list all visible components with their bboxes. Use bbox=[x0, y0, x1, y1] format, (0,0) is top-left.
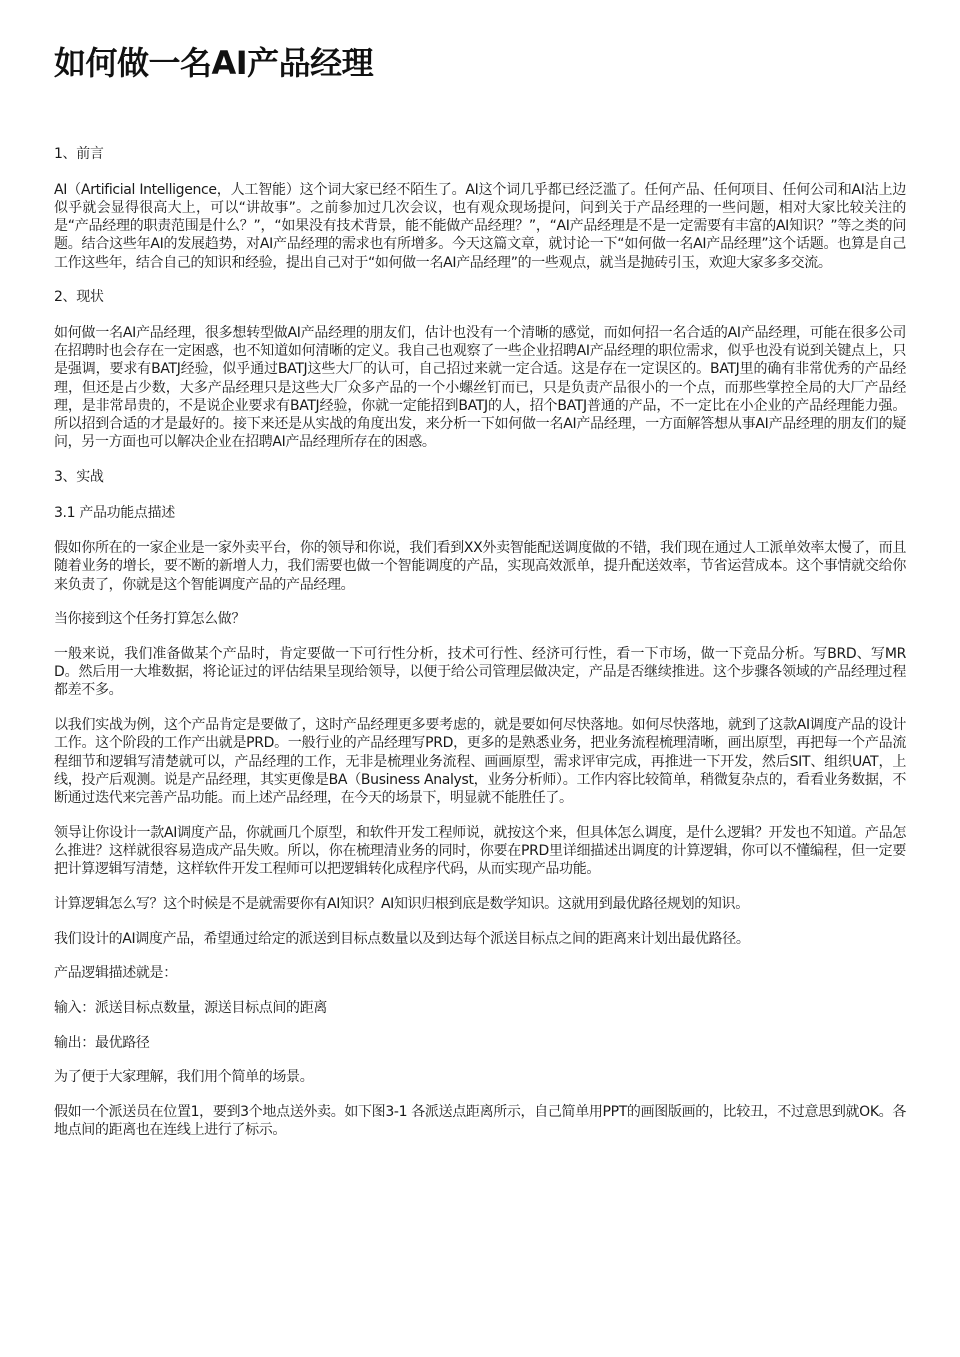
page-title: 如何做一名AI产品经理 bbox=[54, 44, 374, 82]
paragraph: 假如一个派送员在位置1，要到3个地点送外卖。如下图3-1 各派送点距离所示，自己简单用PPT的画图版画的，比较丑，不过意思到就OK。各地点间的距离也在连线上进行了标示。 bbox=[54, 1104, 906, 1139]
paragraph: 如何做一名AI产品经理，很多想转型做AI产品经理的朋友们，估计也没有一个清晰的感觉，而如何招一名合适的AI产品经理，可能在很多公司在招聘时也会存在一定困惑，也不知道如何清晰的定义。我自己也观察了一些企业招聘AI产品经理的职位需求，似乎也没有说到关键点上，只是强调，要求有BATJ经验，似乎通过BATJ这些大厂的认可，自己招过来就一定合适。这是存在一定误区的。BATJ里的确有非常优秀的产品经理，但还是占少数，大多产品经理只是这些大厂众多产品的一个小螺丝钉而已，只是负责产品很小的一个点，而那些掌控全局的大厂产品经理，是非常昂贵的，不是说企业要求有BATJ经验，你就一定能招到BATJ的人，招个BATJ普通的产品，不一定比在小企业的产品经理能力强。所以招到合适的才是最好的。接下来还是从实战的角度出发，来分析一下如何做一名AI产品经理，一方面解答想从事AI产品经理的朋友们的疑问，另一方面也可以解决企业在招聘AI产品经理所存在的困惑。 bbox=[54, 324, 906, 451]
section-heading-status: 2、现状 bbox=[54, 289, 104, 306]
section-heading-practice: 3、实战 bbox=[54, 468, 104, 485]
paragraph: 领导让你设计一款AI调度产品，你就画几个原型，和软件开发工程师说，就按这个来，但具体怎么调度，是什么逻辑？开发也不知道。产品怎么推进？这样就很容易造成产品失败。所以，你在梳理清业务的同时，你要在PRD里详细描述出调度的计算逻辑，你可以不懂编程，但一定要把计算逻辑写清楚，这样软件开发工程师可以把逻辑转化成程序代码，从而实现产品功能。 bbox=[54, 824, 906, 878]
paragraph: AI（Artificial Intelligence，人工智能）这个词大家已经不陌生了。AI这个词几乎都已经泛滥了。任何产品、任何项目、任何公司和AI沾上边似乎就会显得很高大上，可以“讲故事”。之前参加过几次会议，也有观众现场提问，问到关于产品经理的一些问题，相对大家比较关注的是“产品经理的职责范围是什么？”，“如果没有技术背景，能不能做产品经理？”，“AI产品经理是不是一定需要有丰富的AI知识？”等之类的问题。结合这些年AI的发展趋势，对AI产品经理的需求也有所增多。今天这篇文章，就讨论一下“如何做一名AI产品经理”这个话题。也算是自己工作这些年，结合自己的知识和经验，提出自己对于“如何做一名AI产品经理”的一些观点，就当是抛砖引玉，欢迎大家多多交流。 bbox=[54, 181, 906, 271]
section-heading-preface: 1、前言 bbox=[54, 146, 104, 162]
paragraph: 一般来说，我们准备做某个产品时，肯定要做一下可行性分析，技术可行性、经济可行性，看一下市场，做一下竞品分析。写BRD、写MRD。然后用一大堆数据，将论证过的评估结果呈现给领导，以便于给公司管理层做决定，产品是否继续推进。这个步骤各领域的产品经理过程都差不多。 bbox=[54, 646, 906, 699]
paragraph: 为了便于大家理解，我们用个简单的场景。 bbox=[54, 1069, 314, 1086]
paragraph: 我们设计的AI调度产品，希望通过给定的派送到目标点数量以及到达每个派送目标点之间的距离来计划出最优路径。 bbox=[54, 930, 750, 947]
paragraph: 产品逻辑描述就是： bbox=[54, 965, 177, 982]
paragraph: 假如你所在的一家企业是一家外卖平台，你的领导和你说，我们看到XX外卖智能配送调度做的不错，我们现在通过人工派单效率太慢了，而且随着业务的增长，要不断的新增人力，我们需要也做一个智能调度的产品，实现高效派单，提升配送效率，节省运营成本。这个事情就交给你来负责了，你就是这个智能调度产品的产品经理。 bbox=[54, 540, 906, 593]
paragraph: 输出：最优路径 bbox=[54, 1034, 150, 1051]
subsection-heading: 3.1 产品功能点描述 bbox=[54, 504, 175, 521]
paragraph: 以我们实战为例，这个产品肯定是要做了，这时产品经理更多要考虑的，就是要如何尽快落地。如何尽快落地，就到了这款AI调度产品的设计工作。这个阶段的工作产出就是PRD。一般行业的产品经理写PRD，更多的是熟悉业务，把业务流程梳理清晰，画出原型，再把每一个产品流程细节和逻辑写清楚就可以，产品经理的工作，无非是梳理业务流程、画画原型，需求评审完成，再推进一下开发，然后SIT、组织UAT，上线，投产后观测。说是产品经理，其实更像是BA（Business Analyst，业务分析师）。工作内容比较简单，稍微复杂点的，看看业务数据，不断通过迭代来完善产品功能。而上述产品经理，在今天的场景下，明显就不能胜任了。 bbox=[54, 717, 906, 806]
article-body bbox=[54, 145, 906, 1156]
paragraph: 输入：派送目标点数量，源送目标点间的距离 bbox=[54, 999, 327, 1016]
paragraph: 计算逻辑怎么写？这个时候是不是就需要你有AI知识？AI知识归根到底是数学知识。这就用到最优路径规划的知识。 bbox=[54, 895, 749, 912]
paragraph: 当你接到这个任务打算怎么做？ bbox=[54, 611, 246, 628]
